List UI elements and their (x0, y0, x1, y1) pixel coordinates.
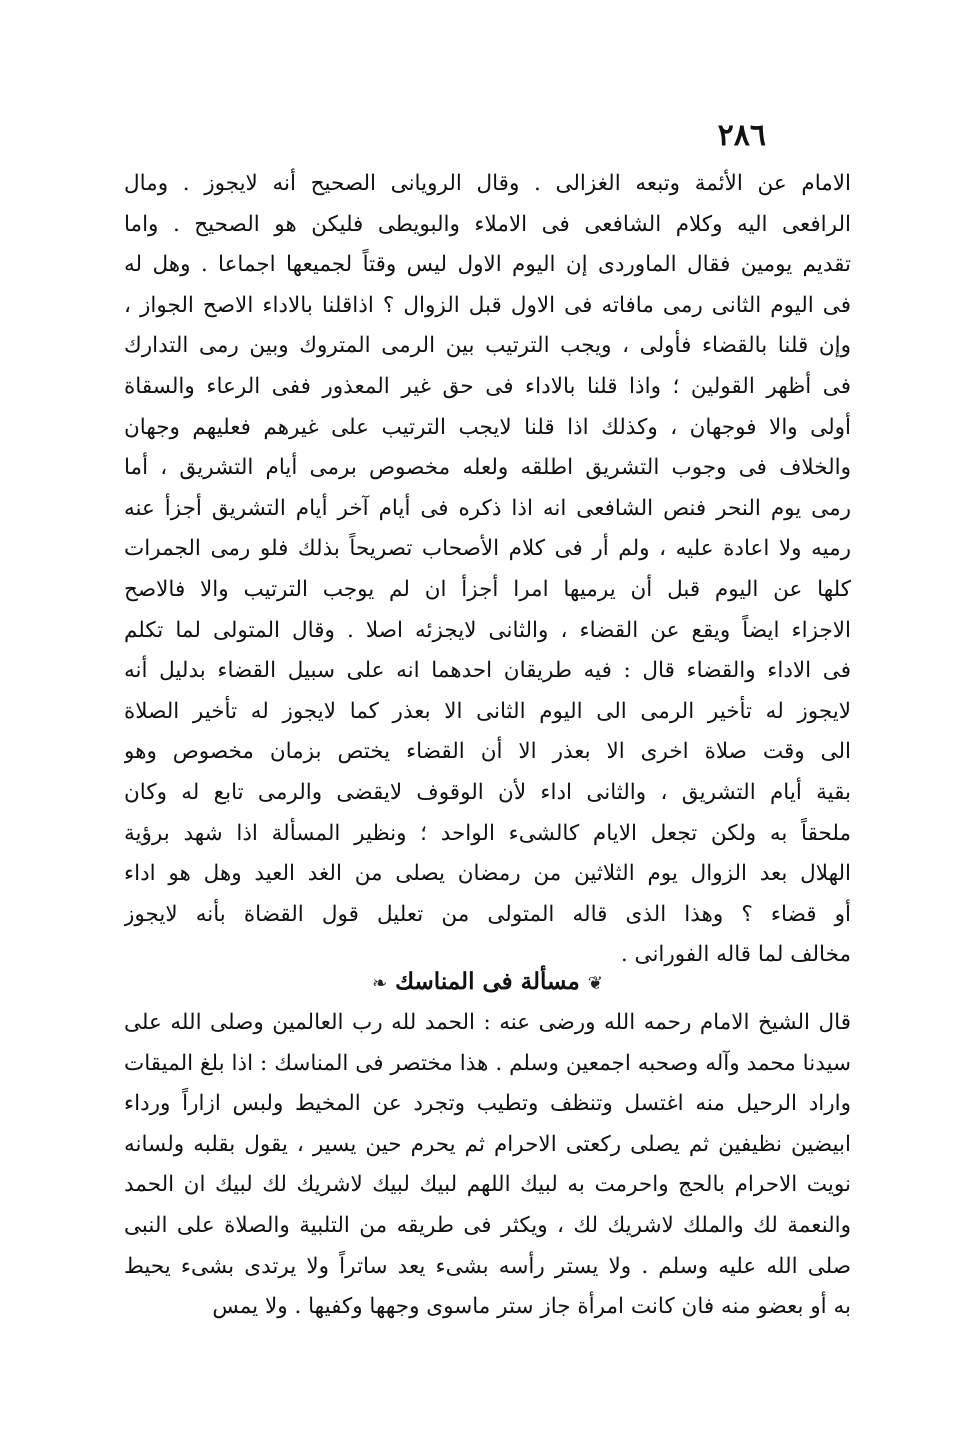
text-line: والخلاف فى وجوب التشريق اطلقه ولعله مخصوص برمى أيام التشريق ، أما (124, 455, 851, 481)
text-line: والنعمة لك والملك لاشريك لك ، ويكثر فى طريقه من التلبية والصلاة على النبى (124, 1212, 851, 1238)
text-line: رميه ولا اعادة عليه ، ولم أر فى كلام الأصحاب تصريحاً بذلك فلو رمى الجمرات (124, 536, 851, 562)
text-line: فى اليوم الثانى رمى مافاته فى الاول قبل الزوال ؟ اذاقلنا بالاداء الاصح الجواز ، (124, 292, 851, 318)
text-line: الرافعى اليه وكلام الشافعى فى الاملاء والبويطى فليكن هو الصحيح . واما (124, 211, 851, 237)
text-line: أو قضاء ؟ وهذا الذى قاله المتولى من تعليل قول القضاة بأنه لايجوز (124, 901, 851, 927)
text-line: مخالف لما قاله الفورانى . (620, 942, 851, 968)
paragraph-fiqh-ruling (124, 164, 851, 976)
text-line: كلها عن اليوم قبل أن يرميها امرا أجزأ ان لم يوجب الترتيب والا فالاصح (124, 576, 851, 602)
text-line: صلى الله عليه وسلم . ولا يستر رأسه بشىء يعد ساتراً ولا يرتدى بشىء يحيط (124, 1253, 851, 1279)
text-line: لايجوز له تأخير الرمى الى اليوم الثانى الا بعذر كما لايجوز له تأخير الصلاة (124, 698, 851, 724)
text-line: ملحقاً به ولكن تجعل الايام كالشىء الواحد ؛ ونظير المسألة اذا شهد برؤية (124, 820, 851, 846)
text-line: بقية أيام التشريق ، والثانى اداء لأن الوقوف لايقضى والرمى تابع له وكان (124, 779, 851, 805)
text-line: رمى يوم النحر فنص الشافعى انه اذا ذكره فى أيام آخر أيام التشريق أجزأ عنه (124, 495, 851, 521)
text-line: فى أظهر القولين ؛ واذا قلنا بالاداء فى حق غير المعذور ففى الرعاء والسقاة (124, 373, 851, 399)
text-line: ابيضين نظيفين ثم يصلى ركعتى الاحرام ثم يحرم حين يسير ، يقول بقلبه ولسانه (124, 1131, 851, 1157)
text-line: واراد الرحيل منه اغتسل وتنظف وتطيب وتجرد عن المخيط ولبس ازاراً ورداء (124, 1091, 851, 1117)
text-line: الهلال بعد الزوال يوم الثلاثين من رمضان يصلى من الغد العيد وهل هو اداء (124, 861, 851, 887)
page-number: ٢٨٦ (717, 118, 766, 153)
text-line: أولى والا فوجهان ، وكذلك اذا قلنا لايجب الترتيب على غيرهم فعليهم وجهان (124, 414, 851, 440)
text-line: تقديم يومين فقال الماوردى إن اليوم الاول ليس وقتاً لجميعها اجماعا . وهل له (124, 252, 851, 278)
text-line: وإن قلنا بالقضاء فأولى ، ويجب الترتيب بين الرمى المتروك وبين رمى التدارك (124, 333, 851, 359)
text-line: الامام عن الأئمة وتبعه الغزالى . وقال الرويانى الصحيح أنه لايجوز . ومال (124, 171, 851, 196)
text-line: قال الشيخ الامام رحمه الله ورضى عنه : الحمد لله رب العالمين وصلى الله على (124, 1010, 851, 1035)
section-heading (124, 963, 851, 1001)
text-line: به أو بعضو منه فان كانت امرأة جاز ستر ماسوى وجهها وكفيها . ولا يمس (212, 1294, 851, 1320)
text-line: الاجزاء ايضاً ويقع عن القضاء ، والثانى لايجزئه اصلا . وقال المتولى لما تكلم (124, 617, 851, 643)
ornament-right-icon: ❦ (587, 973, 603, 994)
section-heading-text: مسألة فى المناسك (395, 968, 580, 995)
paragraph-manasik (124, 1003, 851, 1328)
text-line: نويت الاحرام بالحج واحرمت به لبيك اللهم لبيك لبيك لاشريك لك لبيك ان الحمد (124, 1172, 851, 1198)
text-line: الى وقت صلاة اخرى الا بعذر الا أن القضاء يختص بزمان مخصوص وهو (124, 739, 851, 765)
text-line: سيدنا محمد وآله وصحبه اجمعين وسلم . هذا مختصر فى المناسك : اذا بلغ الميقات (124, 1050, 851, 1076)
ornament-left-icon: ❧ (372, 973, 388, 994)
text-line: فى الاداء والقضاء قال : فيه طريقان احدهما انه على سبيل القضاء بدليل أنه (124, 658, 851, 684)
